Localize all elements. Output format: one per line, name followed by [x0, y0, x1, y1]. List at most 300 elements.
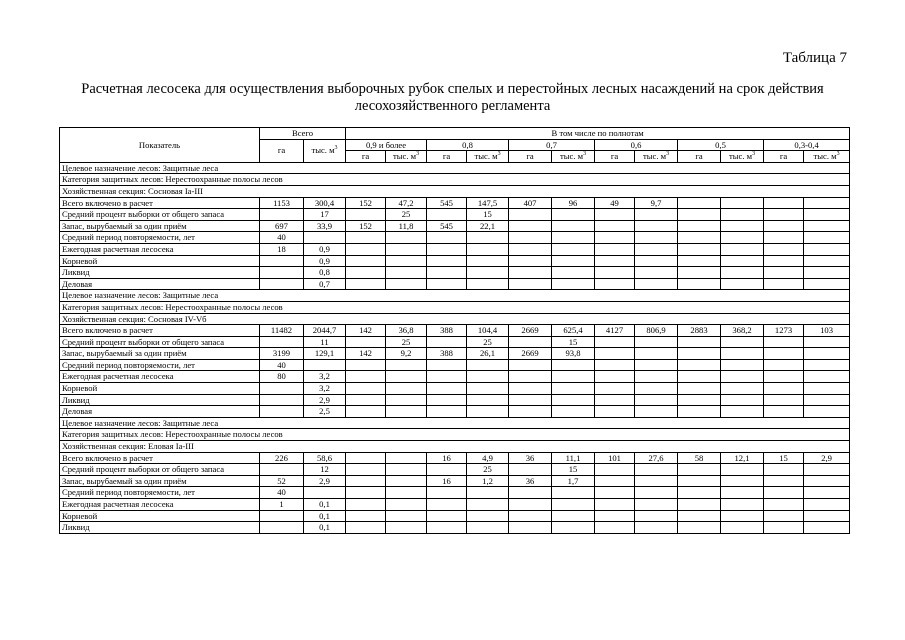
- table-cell: [804, 487, 850, 499]
- table-cell: [386, 267, 427, 279]
- table-cell: [427, 209, 467, 221]
- table-cell: [721, 255, 764, 267]
- section-purpose: Целевое назначение лесов: Защитные леса: [60, 417, 850, 429]
- table-cell: 40: [260, 487, 304, 499]
- table-cell: 0,9: [304, 255, 346, 267]
- table-cell: 40: [260, 359, 304, 371]
- table-cell: 36,8: [386, 325, 427, 337]
- table-cell: [467, 522, 509, 534]
- table-cell: [346, 383, 386, 395]
- table-cell: [386, 371, 427, 383]
- table-cell: [260, 510, 304, 522]
- header-unit-m3: тыс. $м^3$: [721, 151, 764, 163]
- table-cell: [635, 348, 678, 360]
- table-cell: [552, 255, 595, 267]
- table-cell: 47,2: [386, 197, 427, 209]
- table-cell: [595, 348, 635, 360]
- table-cell: 1,7: [552, 475, 595, 487]
- table-cell: 103: [804, 325, 850, 337]
- table-cell: [678, 243, 721, 255]
- table-cell: [427, 336, 467, 348]
- table-cell: [721, 348, 764, 360]
- table-cell: [721, 510, 764, 522]
- table-cell: [804, 220, 850, 232]
- table-cell: 3,2: [304, 371, 346, 383]
- section-section: Хозяйственная секция: Еловая Ia-III: [60, 441, 850, 453]
- header-unit-m3: тыс. $м^3$: [804, 151, 850, 163]
- table-cell: 18: [260, 243, 304, 255]
- table-row: [60, 232, 850, 244]
- section-section: Хозяйственная секция: Сосновая IV-Vб: [60, 313, 850, 325]
- table-cell: [595, 499, 635, 511]
- table-row: [60, 209, 850, 221]
- row-label: Запас, вырубаемый за один приём: [60, 475, 260, 487]
- table-cell: 16: [427, 475, 467, 487]
- table-cell: [678, 394, 721, 406]
- table-cell: [804, 232, 850, 244]
- table-cell: [552, 383, 595, 395]
- table-cell: [386, 452, 427, 464]
- table-cell: [346, 232, 386, 244]
- table-cell: 25: [386, 336, 427, 348]
- header-density-group: 0,9 и более: [346, 139, 427, 151]
- table-cell: [804, 464, 850, 476]
- table-cell: [467, 510, 509, 522]
- table-cell: [386, 522, 427, 534]
- table-cell: [635, 232, 678, 244]
- table-cell: 142: [346, 325, 386, 337]
- table-cell: [764, 499, 804, 511]
- header-including: В том числе по полнотам: [346, 128, 850, 140]
- table-cell: [509, 487, 552, 499]
- table-cell: 4,9: [467, 452, 509, 464]
- table-cell: [595, 209, 635, 221]
- table-cell: [678, 464, 721, 476]
- table-cell: [595, 359, 635, 371]
- table-cell: 58: [678, 452, 721, 464]
- table-cell: 12: [304, 464, 346, 476]
- table-cell: [635, 220, 678, 232]
- row-label: Деловая: [60, 278, 260, 290]
- table-cell: [678, 220, 721, 232]
- table-cell: [595, 394, 635, 406]
- table-cell: 93,8: [552, 348, 595, 360]
- table-cell: [804, 255, 850, 267]
- table-cell: [764, 406, 804, 418]
- table-cell: [427, 255, 467, 267]
- table-cell: 1273: [764, 325, 804, 337]
- table-cell: 2,9: [804, 452, 850, 464]
- table-cell: [467, 232, 509, 244]
- table-cell: [804, 475, 850, 487]
- table-cell: [804, 267, 850, 279]
- table-cell: [260, 383, 304, 395]
- table-cell: 806,9: [635, 325, 678, 337]
- table-cell: [635, 336, 678, 348]
- table-row: [60, 510, 850, 522]
- table-cell: [509, 267, 552, 279]
- table-cell: [467, 278, 509, 290]
- table-cell: [635, 499, 678, 511]
- table-cell: [386, 394, 427, 406]
- table-row: [60, 359, 850, 371]
- table-cell: [764, 359, 804, 371]
- table-cell: [764, 267, 804, 279]
- table-cell: [346, 510, 386, 522]
- header-total: Всего: [260, 128, 346, 140]
- table-cell: [509, 359, 552, 371]
- row-label: Запас, вырубаемый за один приём: [60, 348, 260, 360]
- table-cell: [804, 359, 850, 371]
- table-cell: [721, 475, 764, 487]
- table-cell: [595, 255, 635, 267]
- table-cell: [509, 232, 552, 244]
- table-cell: [804, 499, 850, 511]
- table-cell: 2669: [509, 325, 552, 337]
- table-cell: [721, 406, 764, 418]
- table-cell: [509, 255, 552, 267]
- table-cell: 2,9: [304, 475, 346, 487]
- table-cell: 25: [467, 336, 509, 348]
- table-cell: [346, 452, 386, 464]
- table-cell: [595, 243, 635, 255]
- row-label: Средний период повторяемости, лет: [60, 487, 260, 499]
- table-cell: 80: [260, 371, 304, 383]
- table-cell: [552, 406, 595, 418]
- section-section-row: [60, 185, 850, 197]
- table-cell: [552, 499, 595, 511]
- table-cell: [467, 406, 509, 418]
- table-cell: [635, 278, 678, 290]
- table-cell: [595, 406, 635, 418]
- table-cell: [635, 394, 678, 406]
- table-cell: 625,4: [552, 325, 595, 337]
- table-row: [60, 278, 850, 290]
- table-cell: [764, 371, 804, 383]
- table-cell: [467, 499, 509, 511]
- table-cell: 104,4: [467, 325, 509, 337]
- table-cell: [346, 255, 386, 267]
- table-cell: [635, 464, 678, 476]
- table-row: [60, 243, 850, 255]
- header-unit-m3: тыс. $м^3$: [635, 151, 678, 163]
- table-cell: [467, 383, 509, 395]
- table-cell: [721, 243, 764, 255]
- table-cell: [764, 278, 804, 290]
- table-cell: [804, 243, 850, 255]
- row-label: Корневой: [60, 510, 260, 522]
- table-cell: [427, 243, 467, 255]
- table-cell: 22,1: [467, 220, 509, 232]
- table-cell: [260, 267, 304, 279]
- section-category: Категория защитных лесов: Нерестоохранные полосы лесов: [60, 301, 850, 313]
- table-cell: [304, 487, 346, 499]
- table-cell: [386, 255, 427, 267]
- header-indicator: Показатель: [60, 128, 260, 163]
- table-cell: 368,2: [721, 325, 764, 337]
- header-total-m3: тыс. $м^3$: [304, 139, 346, 162]
- table-cell: [346, 406, 386, 418]
- table-cell: 3,2: [304, 383, 346, 395]
- table-cell: [764, 220, 804, 232]
- table-cell: [427, 487, 467, 499]
- table-cell: [386, 475, 427, 487]
- table-cell: [509, 336, 552, 348]
- table-row: [60, 220, 850, 232]
- row-label: Ежегодная расчетная лесосека: [60, 371, 260, 383]
- table-cell: [552, 487, 595, 499]
- table-cell: [678, 510, 721, 522]
- table-cell: 407: [509, 197, 552, 209]
- cutting-area-table: [59, 127, 850, 534]
- header-unit-m3: тыс. $м^3$: [386, 151, 427, 163]
- table-cell: [804, 406, 850, 418]
- table-cell: [678, 197, 721, 209]
- table-cell: [678, 209, 721, 221]
- table-row: [60, 464, 850, 476]
- table-cell: 25: [467, 464, 509, 476]
- table-cell: [427, 522, 467, 534]
- table-cell: 2,5: [304, 406, 346, 418]
- table-cell: [346, 487, 386, 499]
- table-cell: [595, 336, 635, 348]
- table-cell: 388: [427, 325, 467, 337]
- table-cell: 11,8: [386, 220, 427, 232]
- table-row: [60, 383, 850, 395]
- table-row: [60, 394, 850, 406]
- table-cell: [552, 522, 595, 534]
- table-row: [60, 325, 850, 337]
- table-cell: 2883: [678, 325, 721, 337]
- table-cell: [427, 464, 467, 476]
- table-cell: 4127: [595, 325, 635, 337]
- table-cell: 0,7: [304, 278, 346, 290]
- table-cell: [764, 394, 804, 406]
- table-cell: [678, 336, 721, 348]
- table-cell: [804, 383, 850, 395]
- table-cell: 11,1: [552, 452, 595, 464]
- table-cell: 52: [260, 475, 304, 487]
- table-cell: [721, 336, 764, 348]
- table-cell: [467, 487, 509, 499]
- table-cell: [721, 359, 764, 371]
- table-cell: [764, 255, 804, 267]
- table-cell: 152: [346, 197, 386, 209]
- row-label: Средний период повторяемости, лет: [60, 232, 260, 244]
- section-purpose: Целевое назначение лесов: Защитные леса: [60, 162, 850, 174]
- table-cell: [509, 278, 552, 290]
- table-cell: [635, 475, 678, 487]
- table-cell: [467, 394, 509, 406]
- table-cell: 25: [386, 209, 427, 221]
- table-cell: 12,1: [721, 452, 764, 464]
- table-cell: 9,7: [635, 197, 678, 209]
- table-cell: [804, 371, 850, 383]
- header-density-group: 0,3-0,4: [764, 139, 850, 151]
- row-label: Средний процент выборки от общего запаса: [60, 209, 260, 221]
- table-cell: [260, 255, 304, 267]
- table-cell: 129,1: [304, 348, 346, 360]
- table-cell: 40: [260, 232, 304, 244]
- table-cell: [552, 209, 595, 221]
- section-purpose-row: [60, 290, 850, 302]
- table-cell: [509, 406, 552, 418]
- row-label: Средний процент выборки от общего запаса: [60, 464, 260, 476]
- table-cell: [595, 383, 635, 395]
- section-section: Хозяйственная секция: Сосновая Ia-III: [60, 185, 850, 197]
- table-cell: [678, 383, 721, 395]
- row-label: Средний процент выборки от общего запаса: [60, 336, 260, 348]
- header-density-group: 0,5: [678, 139, 764, 151]
- table-cell: [595, 464, 635, 476]
- table-cell: 545: [427, 220, 467, 232]
- table-cell: [635, 359, 678, 371]
- table-cell: 147,5: [467, 197, 509, 209]
- table-cell: [635, 255, 678, 267]
- row-label: Ежегодная расчетная лесосека: [60, 243, 260, 255]
- table-cell: [386, 406, 427, 418]
- table-cell: [595, 267, 635, 279]
- table-cell: [678, 475, 721, 487]
- table-cell: [427, 383, 467, 395]
- table-cell: [764, 487, 804, 499]
- table-cell: [721, 197, 764, 209]
- table-cell: [595, 487, 635, 499]
- table-cell: [552, 371, 595, 383]
- table-cell: [635, 406, 678, 418]
- table-cell: [386, 278, 427, 290]
- table-cell: [595, 475, 635, 487]
- table-cell: [635, 487, 678, 499]
- table-cell: [721, 464, 764, 476]
- table-row: [60, 336, 850, 348]
- table-cell: 2,9: [304, 394, 346, 406]
- table-cell: 9,2: [386, 348, 427, 360]
- table-cell: [386, 232, 427, 244]
- table-cell: [260, 406, 304, 418]
- table-row: [60, 475, 850, 487]
- row-label: Корневой: [60, 383, 260, 395]
- table-cell: [635, 383, 678, 395]
- table-cell: [678, 487, 721, 499]
- table-cell: [509, 522, 552, 534]
- row-label: Всего включено в расчет: [60, 197, 260, 209]
- table-cell: 0,1: [304, 499, 346, 511]
- table-cell: [260, 336, 304, 348]
- table-cell: [260, 278, 304, 290]
- table-cell: [764, 383, 804, 395]
- table-cell: [764, 348, 804, 360]
- table-body: [60, 162, 850, 533]
- table-cell: [804, 197, 850, 209]
- table-row: [60, 267, 850, 279]
- table-cell: [427, 394, 467, 406]
- table-cell: [721, 220, 764, 232]
- table-cell: 101: [595, 452, 635, 464]
- row-label: Ежегодная расчетная лесосека: [60, 499, 260, 511]
- table-cell: [721, 267, 764, 279]
- table-cell: [552, 232, 595, 244]
- table-cell: [764, 232, 804, 244]
- table-cell: 15: [467, 209, 509, 221]
- table-cell: 2669: [509, 348, 552, 360]
- section-category-row: [60, 174, 850, 186]
- section-category-row: [60, 429, 850, 441]
- table-cell: [764, 510, 804, 522]
- table-cell: [764, 209, 804, 221]
- section-purpose: Целевое назначение лесов: Защитные леса: [60, 290, 850, 302]
- table-cell: [304, 232, 346, 244]
- section-category: Категория защитных лесов: Нерестоохранные полосы лесов: [60, 174, 850, 186]
- table-cell: [721, 522, 764, 534]
- table-cell: [764, 336, 804, 348]
- table-cell: [721, 383, 764, 395]
- row-label: Ликвид: [60, 267, 260, 279]
- table-cell: [427, 359, 467, 371]
- table-cell: [635, 209, 678, 221]
- table-cell: [304, 359, 346, 371]
- table-cell: [346, 336, 386, 348]
- table-cell: [346, 464, 386, 476]
- table-cell: [595, 510, 635, 522]
- row-label: Всего включено в расчет: [60, 452, 260, 464]
- table-cell: [509, 371, 552, 383]
- row-label: Деловая: [60, 406, 260, 418]
- table-cell: 0,1: [304, 522, 346, 534]
- table-cell: [467, 243, 509, 255]
- table-cell: 49: [595, 197, 635, 209]
- table-row: [60, 197, 850, 209]
- table-cell: [260, 394, 304, 406]
- table-cell: [804, 394, 850, 406]
- header-unit-m3: тыс. $м^3$: [467, 151, 509, 163]
- table-cell: [346, 278, 386, 290]
- table-cell: [678, 255, 721, 267]
- table-cell: [595, 371, 635, 383]
- table-cell: 1153: [260, 197, 304, 209]
- table-cell: [386, 487, 427, 499]
- table-row: [60, 522, 850, 534]
- table-cell: [678, 499, 721, 511]
- table-cell: [552, 267, 595, 279]
- table-cell: [386, 499, 427, 511]
- header-density-group: 0,7: [509, 139, 595, 151]
- table-cell: [595, 522, 635, 534]
- table-cell: [260, 464, 304, 476]
- table-cell: [467, 371, 509, 383]
- table-cell: 36: [509, 452, 552, 464]
- table-cell: [678, 232, 721, 244]
- table-cell: [721, 394, 764, 406]
- section-category-row: [60, 301, 850, 313]
- table-cell: [635, 371, 678, 383]
- table-cell: [427, 232, 467, 244]
- table-cell: 33,9: [304, 220, 346, 232]
- table-header: [60, 128, 850, 163]
- table-cell: [509, 243, 552, 255]
- table-cell: [509, 464, 552, 476]
- table-cell: [678, 406, 721, 418]
- table-row: [60, 348, 850, 360]
- header-unit-m3: тыс. $м^3$: [552, 151, 595, 163]
- table-cell: [804, 278, 850, 290]
- header-density-group: 0,8: [427, 139, 509, 151]
- table-cell: [721, 278, 764, 290]
- table-cell: 36: [509, 475, 552, 487]
- table-cell: [427, 406, 467, 418]
- table-cell: [427, 267, 467, 279]
- table-cell: 96: [552, 197, 595, 209]
